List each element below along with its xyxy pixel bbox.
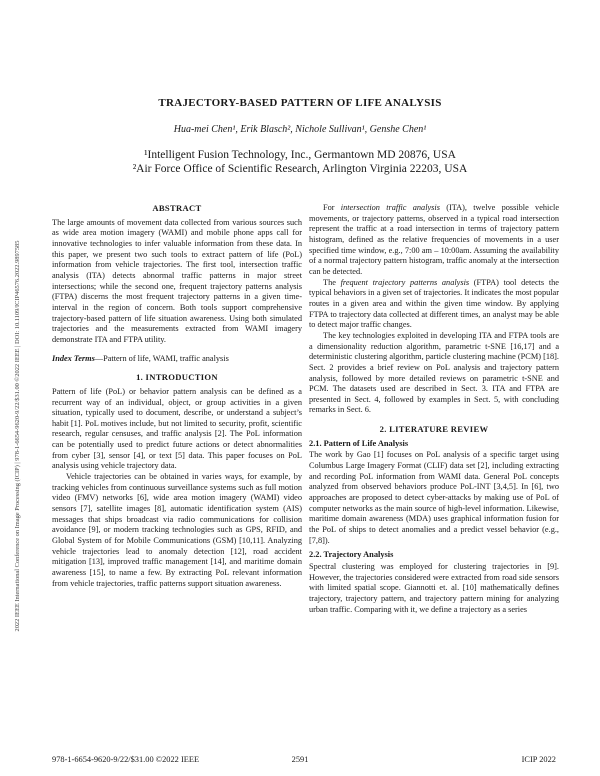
index-terms-label: Index Terms: [52, 353, 95, 363]
literature-heading: 2. LITERATURE REVIEW: [379, 424, 489, 435]
affiliations: [40, 149, 560, 176]
doi-sidebar: 2022 IEEE International Conference on Image Processing (ICIP) | 978-1-6654-9620-9/22/$31.00 ©2022 IEEE | DOI: 10.1109/ICIP46576.2022.9897585: [14, 240, 21, 632]
ita-post: (ITA), twelve possible vehicle movements, or trajectory patterns, observed in a typical road intersection represent the traffic at a road intersection in terms of trajectory pattern histogram, defined as the relative frequencies of movements in a user specified time window, e.g., 7:00 am – 10:00am. Assuming the availability of a normal trajectory pattern histogram, traffic anomaly at the intersection can be detected.: [309, 203, 559, 276]
intro-paragraph-1: Pattern of life (PoL) or behavior pattern analysis can be defined as a recurrent way of an individual, object, or group activities in a given situation, typically used to document, describe, or understand a subject’s habit [1]. PoL motives include, but not limited to security, profit, scientific research, regular censuses, and traffic analysis [2]. The PoL information can be potentially used to predict future actions or detect abnormalities from cyber [3], sensor [4], or text [5] data. This paper focuses on PoL analysis using vehicle trajectory data.: [52, 386, 302, 471]
ftpa-paragraph: [309, 278, 559, 331]
footer-page-number: 2591: [291, 755, 309, 764]
abstract-text: The large amounts of movement data collected from various sources such as wide area motion imagery (WAMI) and mobile phone apps call for innovative technologies to infer valuable information from these data. In this paper, we present two such tools to extract pattern of life (PoL) information from vehicle trajectories. The first tool, intersection traffic analysis (ITA) detects abnormal traffic patterns in major street intersections; while the second one, frequent trajectory patterns analysis (FTPA) discerns the most frequent trajectory patterns in a given time-interval in the region of concern. Both tools support comprehensive trajectory-based pattern of life situation awareness. Using both simulated trajectories and the measurements extracted from WAMI imagery demonstrate ITA and FTPA utility.: [52, 217, 302, 344]
author-list: Hua-mei Chen¹, Erik Blasch², Nichole Sullivan¹, Genshe Chen¹: [173, 124, 427, 135]
subsection-2-1-heading: 2.1. Pattern of Life Analysis: [309, 438, 409, 448]
intro-paragraph-2: Vehicle trajectories can be obtained in varies ways, for example, by tracking vehicles from continuous surveillance systems such as full motion video (FMV) networks [6], wide area motion imagery (WAMI) video sensors [7], satellite images [8], automatic identification system (AIS) messages that ships broadcast via radio communications for collision avoidance [9], or modern tracking technologies such as GPS, RFID, and Global System of for Mobile Communications (GSM) [10,11]. Analyzing vehicle trajectories lead to anomaly detection [12], road accident mitigation [13], improved traffic management [14], and maritime domain awareness [15], to name a few. By extracting PoL relevant information from vehicle trajectories, traffic patterns support situation awareness.: [52, 472, 302, 588]
subsection-2-1-text: The work by Gao [1] focuses on PoL analysis of a specific target using Columbus Large Imagery Format (CLIF) data set [2], including extracting and recording PoL information from WAMI data. General PoL concepts analyzed from observed behaviors produce PoL-INT [3,4,5]. In [6], two approaches are proposed to detect cyber-attacks by making use of PoL of computer networks as the main source of high-level information. Likewise, maritime domain awareness (MDA) uses graphical information fusion for the PoL of ships to detect anomalies and a predict vessel behavior (e.g., [7,8]).: [309, 450, 559, 545]
left-column: [52, 203, 302, 589]
ftpa-pre: The: [323, 277, 341, 287]
affiliation-2: ²Air Force Office of Scientific Research, Arlington Virginia 22203, USA: [132, 162, 468, 175]
ita-term: intersection traffic analysis: [340, 203, 440, 212]
subsection-2-2-text: Spectral clustering was employed for clustering trajectories in [9]. However, the trajectories considered were extracted from road side sensors with limited spatial scope. Giannotti et. al. [10] mathematically defines trajectory, trajectory pattern, and trajectory pattern mining for analyzing urban traffic. Comparing with it, we define a trajectory as a series: [309, 562, 559, 614]
key-tech-paragraph: The key technologies exploited in developing ITA and FTPA tools are a dimensionality reduction algorithm, parametric t-SNE [16,17] and a deterministic clustering algorithm, particle clustering machine (PCM) [18]. Sect. 2 provides a brief review on PoL analysis and trajectory pattern analysis, followed by more detailed reviews on parametric t-SNE and PCM. The datasets used are described in Sect. 3. ITA and FTPA are presented in Sect. 4, followed by examples in Sect. 5, with concluding remarks in Sect. 6.: [309, 330, 559, 415]
index-terms-text: —Pattern of life, WAMI, traffic analysis: [94, 353, 229, 363]
footer-copyright: 978-1-6654-9620-9/22/$31.00 ©2022 IEEE: [52, 755, 200, 764]
ita-paragraph: [309, 203, 559, 278]
affiliation-1: ¹Intelligent Fusion Technology, Inc., Germantown MD 20876, USA: [144, 149, 456, 161]
right-column: [309, 203, 559, 615]
ita-pre: For: [323, 203, 341, 212]
ftpa-term: frequent trajectory patterns analysis: [340, 277, 470, 287]
index-terms: [52, 354, 302, 365]
subsection-2-2-heading: 2.2. Trajectory Analysis: [309, 550, 394, 560]
intro-heading: 1. INTRODUCTION: [136, 372, 218, 383]
abstract-heading: ABSTRACT: [152, 203, 202, 213]
paper-title: TRAJECTORY-BASED PATTERN OF LIFE ANALYSIS: [158, 97, 442, 109]
ftpa-post: (FTPA) tool detects the typical behaviors in a given set of trajectories. It indicates the most popular routes in a given area and within the given time window. By applying FTPA to trajectory data collected at different times, an analyst may be able to detect major traffic changes.: [309, 277, 559, 330]
footer-conference: ICIP 2022: [521, 755, 556, 764]
